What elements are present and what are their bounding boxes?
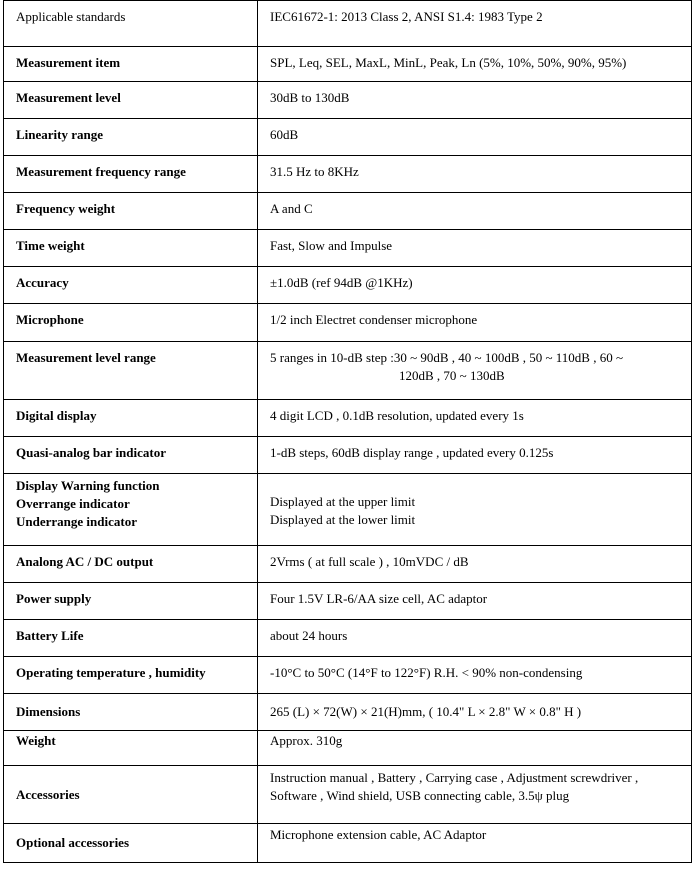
spec-label: Analong AC / DC output [4, 546, 258, 583]
spec-label: Time weight [4, 230, 258, 267]
table-row [4, 620, 692, 657]
spec-value: -10°C to 50°C (14°F to 122°F) R.H. < 90% non-condensing [258, 657, 692, 694]
spec-value-line: 5 ranges in 10-dB step :30 ~ 90dB , 40 ~ 100dB , 50 ~ 110dB , 60 ~ [270, 350, 624, 365]
spec-label: Weight [4, 731, 258, 766]
spec-value: Microphone extension cable, AC Adaptor [258, 824, 692, 863]
spec-label-line: Overrange indicator [16, 496, 130, 511]
spec-value: ±1.0dB (ref 94dB @1KHz) [258, 267, 692, 304]
spec-label: Measurement level [4, 82, 258, 119]
table-row [4, 304, 692, 342]
spec-value: Approx. 310g [258, 731, 692, 766]
spec-value-line: 120dB , 70 ~ 130dB [399, 368, 505, 383]
spec-value: A and C [258, 193, 692, 230]
table-row [4, 657, 692, 694]
spec-value-line: Instruction manual , Battery , Carrying case , Adjustment screwdriver , [270, 770, 639, 785]
table-row [4, 1, 692, 47]
table-row [4, 342, 692, 400]
spec-value: 30dB to 130dB [258, 82, 692, 119]
spec-label: Operating temperature , humidity [4, 657, 258, 694]
spec-value-line: Displayed at the lower limit [270, 512, 416, 527]
spec-value-line: Displayed at the upper limit [270, 494, 416, 509]
spec-value: 2Vrms ( at full scale ) , 10mVDC / dB [258, 546, 692, 583]
spec-label-line: Underrange indicator [16, 514, 137, 529]
table-row [4, 694, 692, 731]
spec-value [258, 766, 692, 824]
table-row [4, 230, 692, 267]
spec-value: Four 1.5V LR-6/AA size cell, AC adaptor [258, 583, 692, 620]
spec-label: Linearity range [4, 119, 258, 156]
table-row [4, 474, 692, 546]
table-row [4, 267, 692, 304]
spec-value: 1/2 inch Electret condenser microphone [258, 304, 692, 342]
table-row [4, 119, 692, 156]
spec-label: Measurement frequency range [4, 156, 258, 193]
specifications-table [3, 0, 692, 863]
spec-label: Accuracy [4, 267, 258, 304]
spec-label: Optional accessories [4, 824, 258, 863]
spec-value: 265 (L) × 72(W) × 21(H)mm, ( 10.4" L × 2.8" W × 0.8" H ) [258, 694, 692, 731]
spec-value: 4 digit LCD , 0.1dB resolution, updated every 1s [258, 400, 692, 437]
spec-value: about 24 hours [258, 620, 692, 657]
spec-value: IEC61672-1: 2013 Class 2, ANSI S1.4: 1983 Type 2 [258, 1, 692, 47]
table-row [4, 437, 692, 474]
spec-label [4, 474, 258, 546]
spec-value: 31.5 Hz to 8KHz [258, 156, 692, 193]
spec-value: 1-dB steps, 60dB display range , updated every 0.125s [258, 437, 692, 474]
table-row [4, 82, 692, 119]
table-row [4, 47, 692, 82]
spec-value: 60dB [258, 119, 692, 156]
table-row [4, 156, 692, 193]
table-row [4, 400, 692, 437]
table-row [4, 193, 692, 230]
spec-label: Power supply [4, 583, 258, 620]
spec-value-line: Software , Wind shield, USB connecting cable, 3.5ψ plug [270, 788, 570, 803]
spec-label: Microphone [4, 304, 258, 342]
spec-label: Digital display [4, 400, 258, 437]
table-row [4, 731, 692, 766]
spec-value [258, 474, 692, 546]
spec-label: Battery Life [4, 620, 258, 657]
spec-value [258, 342, 692, 400]
spec-value: SPL, Leq, SEL, MaxL, MinL, Peak, Ln (5%, 10%, 50%, 90%, 95%) [258, 47, 692, 82]
table-row [4, 824, 692, 863]
spec-label: Measurement item [4, 47, 258, 82]
spec-label: Dimensions [4, 694, 258, 731]
spec-label-line: Display Warning function [16, 478, 160, 493]
spec-label: Applicable standards [4, 1, 258, 47]
spec-label: Accessories [4, 766, 258, 824]
table-row [4, 766, 692, 824]
spec-label: Frequency weight [4, 193, 258, 230]
table-row [4, 546, 692, 583]
spec-label: Quasi-analog bar indicator [4, 437, 258, 474]
table-row [4, 583, 692, 620]
spec-value: Fast, Slow and Impulse [258, 230, 692, 267]
spec-label: Measurement level range [4, 342, 258, 400]
